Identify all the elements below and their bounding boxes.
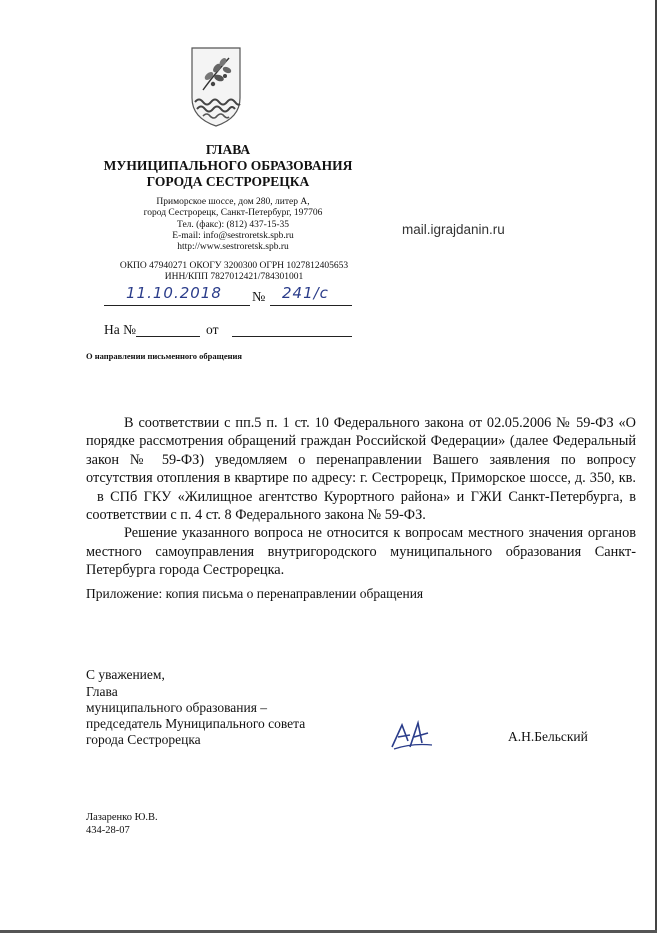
closing-line-1: С уважением, xyxy=(86,667,165,682)
header-title-line-2: МУНИЦИПАЛЬНОГО ОБРАЗОВАНИЯ xyxy=(103,158,353,173)
closing-line-2: Глава xyxy=(86,684,118,699)
executor-name: Лазаренко Ю.В. xyxy=(86,812,158,823)
number-sign: № xyxy=(252,290,266,305)
reply-from-label: от xyxy=(206,322,219,337)
paragraph-2-line-3: Петербурга города Сестрорецка. xyxy=(86,562,285,578)
registry-codes-line: ОКПО 47940271 ОКОГУ 3200300 ОГРН 1027812405653 xyxy=(119,261,349,271)
address-line-2: город Сестрорецк, Санкт-Петербург, 197706 xyxy=(143,208,323,218)
closing-line-5: города Сестрорецка xyxy=(86,732,201,747)
date-field xyxy=(104,284,250,306)
paragraph-1-line-1: В соответствии с пп.5 п. 1 ст. 10 Федерального закона от 02.05.2006 № 59-ФЗ «О xyxy=(124,415,636,431)
recipient-address: mail.igrajdanin.ru xyxy=(402,222,505,237)
paragraph-1-line-6: соответствии с п. 4 ст. 8 Федерального закона № 59-ФЗ. xyxy=(86,507,426,523)
handwritten-date: 11.10.2018 xyxy=(126,284,222,302)
handwritten-number: 241/с xyxy=(282,284,329,302)
reply-date-blank xyxy=(232,323,352,337)
website-line: http://www.sestroretsk.spb.ru xyxy=(177,242,289,252)
header-title-line-3: ГОРОДА СЕСТРОРЕЦКА xyxy=(146,174,310,189)
handwritten-signature-icon xyxy=(388,719,436,753)
header-title-line-1: ГЛАВА xyxy=(205,142,251,157)
closing-line-4: председатель Муниципального совета xyxy=(86,716,306,731)
paragraph-2-line-2: местного самоуправления внутригородского муниципального образования Санкт- xyxy=(86,544,636,560)
inn-kpp-line: ИНН/КПП 7827012421/784301001 xyxy=(164,272,304,282)
paragraph-1-line-4: отсутствия отопления в квартире по адресу: г. Сестрорецк, Приморское шоссе, д. 350, кв. xyxy=(86,470,636,486)
paragraph-1-line-3: закон № 59-ФЗ) уведомляем о перенаправлении Вашего заявления по вопросу xyxy=(86,452,636,468)
number-field xyxy=(270,284,352,306)
executor-phone: 434-28-07 xyxy=(86,825,130,836)
attachment-note: Приложение: копия письма о перенаправлении обращения xyxy=(86,586,424,601)
paragraph-2-line-1: Решение указанного вопроса не относится к вопросам местного значения органов xyxy=(124,525,636,541)
coat-of-arms-icon xyxy=(189,46,243,128)
phone-line: Тел. (факс): (812) 437-15-35 xyxy=(177,220,289,230)
email-line: E-mail: info@sestroretsk.spb.ru xyxy=(172,231,294,241)
reply-to-prefix: На № xyxy=(104,322,136,337)
signatory-name: А.Н.Бельский xyxy=(508,729,588,744)
paragraph-1-line-2: порядке рассмотрения обращений граждан Российской Федерации» (далее Федеральный xyxy=(86,433,636,449)
paragraph-1-line-5: в СПб ГКУ «Жилищное агентство Курортного района» и ГЖИ Санкт-Петербурга, в xyxy=(97,489,636,505)
subject-line: О направлении письменного обращения xyxy=(86,351,242,361)
address-line-1: Приморское шоссе, дом 280, литер А, xyxy=(156,197,310,207)
reply-number-blank xyxy=(136,323,200,337)
closing-line-3: муниципального образования – xyxy=(86,700,268,715)
